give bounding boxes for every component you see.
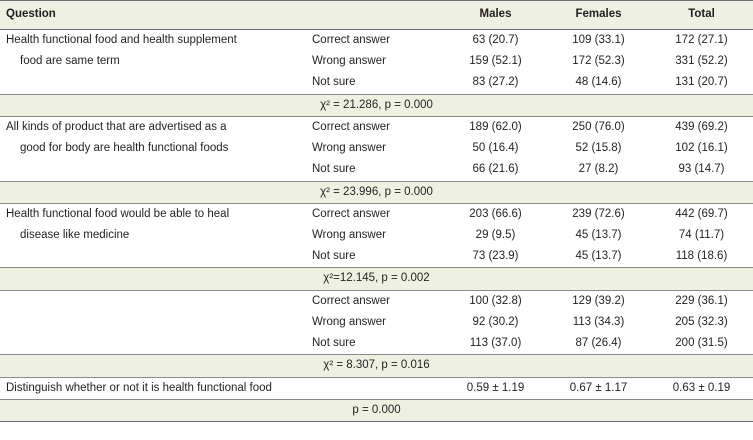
females-value: 0.67 ± 1.17 <box>547 377 650 399</box>
females-value: 52 (15.8) <box>575 142 622 155</box>
question-text: Health functional food and health supplement <box>6 34 237 46</box>
chi-square-value: χ² = 21.286, p = 0.000 <box>0 94 753 116</box>
answer-label: Wrong answer <box>312 142 386 155</box>
total-value: 200 (31.5) <box>675 337 728 350</box>
statistics-row <box>0 399 753 421</box>
total-value: 131 (20.7) <box>675 76 728 89</box>
column-header-question: Question <box>0 1 306 30</box>
females-value: 48 (14.6) <box>575 76 622 89</box>
table-row <box>0 116 753 138</box>
answer-label: Not sure <box>312 250 356 263</box>
header-row <box>0 1 753 30</box>
total-value: 172 (27.1) <box>675 34 728 46</box>
males-value: 63 (20.7) <box>472 34 519 46</box>
total-value: 74 (11.7) <box>678 228 725 241</box>
question-text-empty <box>0 159 306 181</box>
table-head <box>0 1 753 30</box>
total-value: 93 (14.7) <box>678 163 725 176</box>
females-value: 45 (13.7) <box>575 250 622 263</box>
males-value: 50 (16.4) <box>472 142 519 155</box>
males-value: 159 (52.1) <box>469 55 522 68</box>
females-value: 45 (13.7) <box>575 228 622 241</box>
table-row <box>0 51 753 72</box>
statistics-row <box>0 268 753 290</box>
p-value: p = 0.000 <box>0 399 753 421</box>
males-value: 189 (62.0) <box>469 120 522 133</box>
males-value: 83 (27.2) <box>472 76 519 89</box>
answer-label: Not sure <box>312 76 356 89</box>
table-row <box>0 203 753 225</box>
question-text-empty <box>0 333 306 355</box>
answer-label: Not sure <box>312 337 356 350</box>
table-row <box>0 225 753 246</box>
males-value: 73 (23.9) <box>472 250 519 263</box>
question-text: Distinguish whether or not it is health functional food <box>0 377 444 399</box>
males-value: 100 (32.8) <box>469 294 522 307</box>
table-row <box>0 246 753 268</box>
statistics-row <box>0 355 753 377</box>
males-value: 113 (37.0) <box>469 337 522 350</box>
column-header-females: Females <box>547 1 650 30</box>
total-value: 439 (69.2) <box>675 120 728 133</box>
question-text-empty <box>0 72 306 94</box>
answer-label: Correct answer <box>312 207 390 220</box>
answer-label: Correct answer <box>312 34 390 46</box>
column-header-total: Total <box>650 1 753 30</box>
table-row <box>0 159 753 181</box>
column-header-males: Males <box>444 1 547 30</box>
question-text-cont: disease like medicine <box>20 228 130 241</box>
chi-square-value: χ² = 23.996, p = 0.000 <box>0 181 753 203</box>
question-text-empty <box>0 246 306 268</box>
table-row <box>0 377 753 399</box>
question-text: All kinds of product that are advertised as a <box>6 120 227 133</box>
males-value: 29 (9.5) <box>475 228 516 241</box>
total-value: 229 (36.1) <box>675 294 728 307</box>
females-value: 87 (26.4) <box>575 337 622 350</box>
question-text-cont: food are same term <box>20 55 120 68</box>
chi-square-value: χ² = 8.307, p = 0.016 <box>0 355 753 377</box>
males-value: 203 (66.6) <box>469 207 522 220</box>
question-text-cont <box>0 312 306 333</box>
males-value: 66 (21.6) <box>472 163 519 176</box>
answer-label: Correct answer <box>312 294 390 307</box>
question-text: Health functional food would be able to heal <box>6 207 230 220</box>
answer-label: Wrong answer <box>312 228 386 241</box>
answer-label: Correct answer <box>312 120 390 133</box>
females-value: 129 (39.2) <box>572 294 625 307</box>
answer-label: Wrong answer <box>312 315 386 328</box>
total-value: 442 (69.7) <box>675 207 728 220</box>
column-header-answer <box>306 1 444 30</box>
answer-label: Not sure <box>312 163 356 176</box>
table-row <box>0 30 753 52</box>
table-row <box>0 312 753 333</box>
total-value: 205 (32.3) <box>675 315 728 328</box>
statistics-row <box>0 94 753 116</box>
table-row <box>0 138 753 159</box>
females-value: 172 (52.3) <box>572 55 625 68</box>
answer-label: Wrong answer <box>312 55 386 68</box>
table-body <box>0 30 753 422</box>
females-value: 109 (33.1) <box>572 34 625 46</box>
statistics-row <box>0 181 753 203</box>
males-value: 0.59 ± 1.19 <box>444 377 547 399</box>
females-value: 27 (8.2) <box>578 163 619 176</box>
total-value: 102 (16.1) <box>675 142 728 155</box>
table-row <box>0 333 753 355</box>
question-text <box>0 290 306 312</box>
total-value: 331 (52.2) <box>675 55 728 68</box>
females-value: 113 (34.3) <box>572 315 625 328</box>
table-row <box>0 72 753 94</box>
total-value: 118 (18.6) <box>675 250 728 263</box>
chi-square-value: χ²=12.145, p = 0.002 <box>0 268 753 290</box>
females-value: 239 (72.6) <box>572 207 625 220</box>
table-row <box>0 290 753 312</box>
males-value: 92 (30.2) <box>472 315 519 328</box>
females-value: 250 (76.0) <box>572 120 625 133</box>
question-text-cont: good for body are health functional foods <box>20 142 229 155</box>
total-value: 0.63 ± 0.19 <box>650 377 753 399</box>
